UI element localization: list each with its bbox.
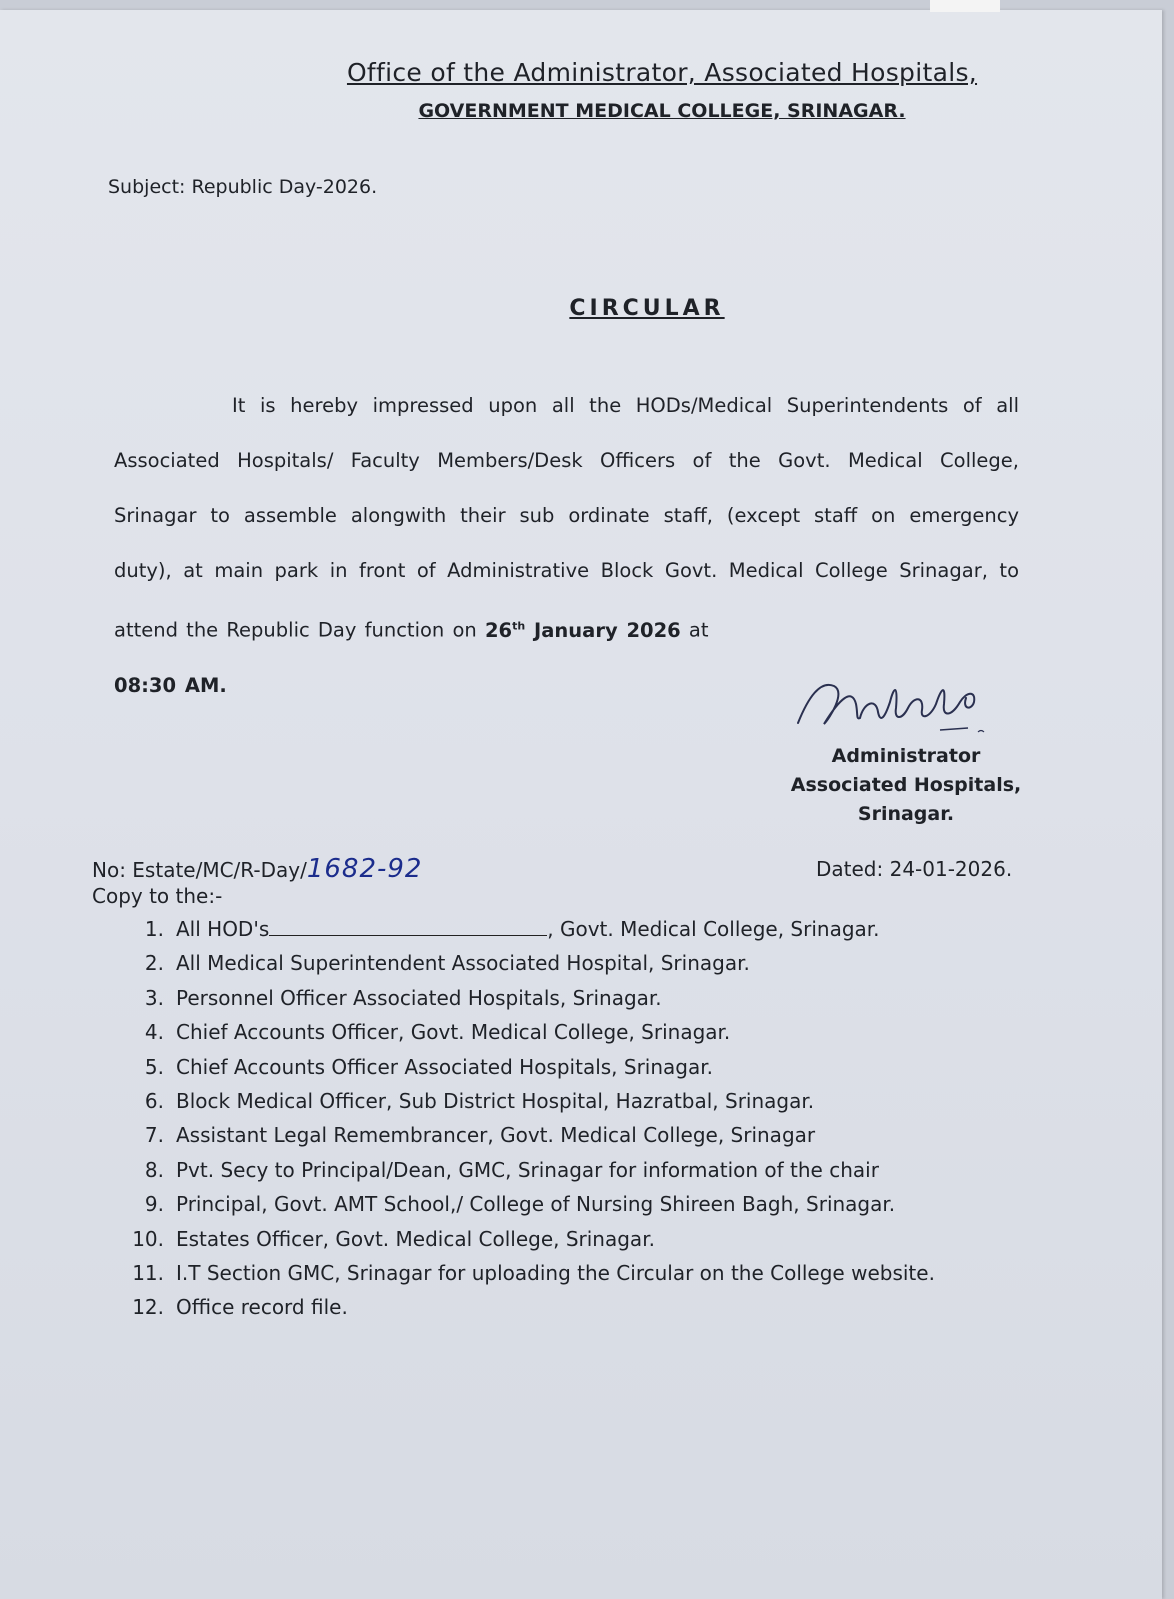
signatory-place: Srinagar. bbox=[857, 803, 955, 825]
signatory-org: Associated Hospitals, bbox=[790, 774, 1022, 796]
list-item: 12. Office record file. bbox=[132, 1295, 348, 1320]
list-item: 1. All HOD's , Govt. Medical College, Srinagar. bbox=[144, 917, 880, 941]
dated-line: Dated: 24-01-2026. bbox=[816, 857, 1013, 881]
circular-title: CIRCULAR bbox=[569, 296, 725, 321]
list-item: 11. I.T Section GMC, Srinagar for uploading the Circular on the College website. bbox=[132, 1261, 935, 1286]
event-date: 26th January 2026 bbox=[484, 618, 681, 642]
copy-to-heading: Copy to the:- bbox=[92, 884, 223, 908]
handwritten-number: 1682-92 bbox=[306, 854, 423, 884]
list-item: 10. Estates Officer, Govt. Medical College, Srinagar. bbox=[132, 1226, 655, 1251]
list-item: 2. All Medical Superintendent Associated Hospital, Srinagar. bbox=[144, 951, 750, 976]
list-item: 9. Principal, Govt. AMT School,/ College of Nursing Shireen Bagh, Srinagar. bbox=[144, 1192, 896, 1217]
list-item: 6. Block Medical Officer, Sub District Hospital, Hazratbal, Srinagar. bbox=[144, 1089, 815, 1114]
body-text: It is hereby impressed upon all the HODs/Medical Superintendents of all Associated Hospitals/ Faculty Members/Desk Officers of the Govt. Medical College, Srinagar to assemble alongwith their sub ordinate staff, (except staff on emergency duty), at main park in front of Administrative Block Govt. Medical College Srinagar, to attend the Republic Day function on bbox=[114, 394, 1019, 642]
list-item: 3. Personnel Officer Associated Hospitals, Srinagar. bbox=[144, 985, 662, 1010]
fill-in-blank bbox=[269, 917, 547, 936]
signature-block bbox=[786, 742, 1026, 829]
list-item: 5. Chief Accounts Officer Associated Hospitals, Srinagar. bbox=[144, 1054, 713, 1079]
list-item: 8. Pvt. Secy to Principal/Dean, GMC, Srinagar for information of the chair bbox=[144, 1157, 879, 1182]
office-heading: Office of the Administrator, Associated Hospitals, bbox=[346, 58, 978, 87]
list-item: 7. Assistant Legal Remembrancer, Govt. Medical College, Srinagar bbox=[144, 1123, 816, 1148]
signatory-designation: Administrator bbox=[831, 745, 981, 767]
subject-line: Subject: Republic Day-2026. bbox=[108, 176, 378, 198]
list-item: 4. Chief Accounts Officer, Govt. Medical College, Srinagar. bbox=[144, 1020, 731, 1045]
event-time: 08:30 AM. bbox=[114, 673, 227, 697]
copy-to-list bbox=[120, 912, 935, 1325]
light-glare bbox=[930, 0, 1000, 12]
college-heading: GOVERNMENT MEDICAL COLLEGE, SRINAGAR. bbox=[418, 100, 906, 122]
circular-body: It is hereby impressed upon all the HODs/Medical Superintendents of all Associated Hospitals/ Faculty Members/Desk Officers of the Govt. Medical College, Srinagar to assemble alongwith their sub ordinate staff, (except staff on emergency duty), at main park in front of Administrative Block Govt. Medical College Srinagar, to attend the Republic Day function on 26th January 2026 at 08:30 AM. bbox=[114, 394, 1019, 697]
handwritten-signature bbox=[790, 668, 1010, 746]
reference-number: No: Estate/MC/R-Day/1682-92 bbox=[92, 854, 423, 884]
